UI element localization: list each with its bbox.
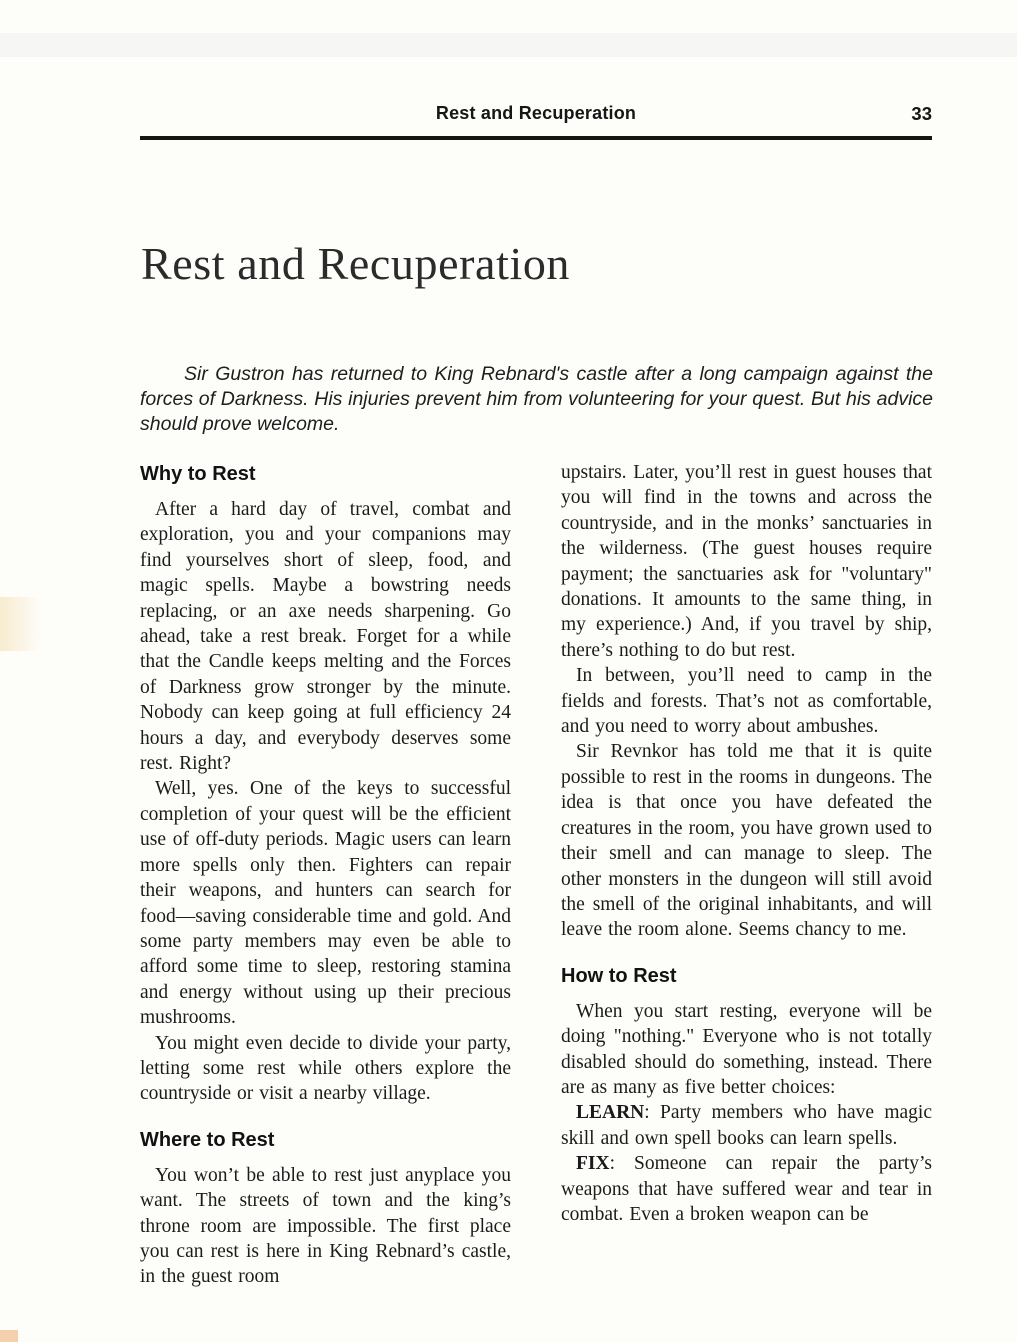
right-column: [561, 460, 932, 1290]
header-rule: [140, 136, 932, 140]
section-heading-why-to-rest: Why to Rest: [140, 463, 256, 485]
paragraph: Sir Revnkor has told me that it is quite possible to rest in the rooms in dungeons. The idea is that once you have defeated the creatures in the room, you have grown used to their smell and can manage to sleep. The other monsters in the dungeon will still avoid the smell of the original inhabitants, and will leave the room alone. Seems chancy to me.: [561, 741, 932, 941]
scan-artifact-speck: [0, 1330, 18, 1342]
paragraph: You might even decide to divide your party, letting some rest while others explore the countryside or visit a nearby village.: [140, 1032, 511, 1105]
paragraph: After a hard day of travel, combat and exploration, you and your companions may find yourselves short of sleep, food, and magic spells. Maybe a bowstring needs replacing, or an axe needs sharpening. Go ahead, take a rest break. Forget for a while that the Candle keeps melting and the Forces of Darkness grow stronger by the minute. Nobody can keep going at full efficiency 24 hours a day, and everybody deserves some rest. Right?: [140, 499, 511, 775]
two-column-body: [140, 460, 932, 1290]
chapter-title: Rest and Recuperation: [141, 238, 571, 289]
fix-text: : Someone can repair the party’s weapons that have suffered wear and tear in combat. Even a broken weapon can be: [561, 1153, 932, 1225]
learn-text: : Party members who have magic skill and own spell books can learn spells.: [561, 1102, 932, 1149]
paragraph-learn: [561, 1100, 932, 1151]
scan-artifact-band: [0, 33, 1017, 57]
paragraph: In between, you’ll need to camp in the fields and forests. That’s not as comfortable, and you need to worry about ambushes.: [561, 665, 932, 738]
paragraph: upstairs. Later, you’ll rest in guest houses that you will find in the towns and across the countryside, and in the monks’ sanctuaries in the wilderness. (The guest houses require payment; the sanctuaries ask for "voluntary" donations. It amounts to the same thing, in my experience.) And, if you travel by ship, there’s nothing to do but rest.: [561, 462, 932, 661]
page-number: 33: [911, 103, 932, 124]
paragraph-fix: [561, 1151, 932, 1227]
paragraph: You won’t be able to rest just anyplace you want. The streets of town and the king’s throne room are impossible. The first place you can rest is here in King Rebnard’s castle, in the guest room: [140, 1164, 511, 1288]
intro-paragraph: Sir Gustron has returned to King Rebnard's castle after a long campaign against the forces of Darkness. His injuries prevent him from volunteering for your quest. But his advice should prove welcome.: [140, 363, 933, 435]
paragraph: Well, yes. One of the keys to successful completion of your quest will be the efficient use of off-duty periods. Magic users can learn more spells only then. Fighters can repair their weapons, and hunters can search for food—saving considerable time and gold. And some party members may even be able to afford some time to sleep, restoring stamina and energy without using up their precious mushrooms.: [140, 778, 511, 1029]
running-header-title: Rest and Recuperation: [435, 103, 637, 123]
section-heading-how-to-rest: How to Rest: [561, 964, 677, 987]
fix-keyword: FIX: [576, 1153, 610, 1175]
learn-keyword: LEARN: [576, 1102, 645, 1124]
scan-artifact-smudge: [0, 597, 42, 651]
section-heading-where-to-rest: Where to Rest: [140, 1128, 275, 1151]
left-column: [140, 460, 511, 1290]
running-header: [140, 103, 932, 133]
paragraph: When you start resting, everyone will be doing "nothing." Everyone who is not totally disabled should do something, instead. There are as many as five better choices:: [561, 1000, 932, 1098]
